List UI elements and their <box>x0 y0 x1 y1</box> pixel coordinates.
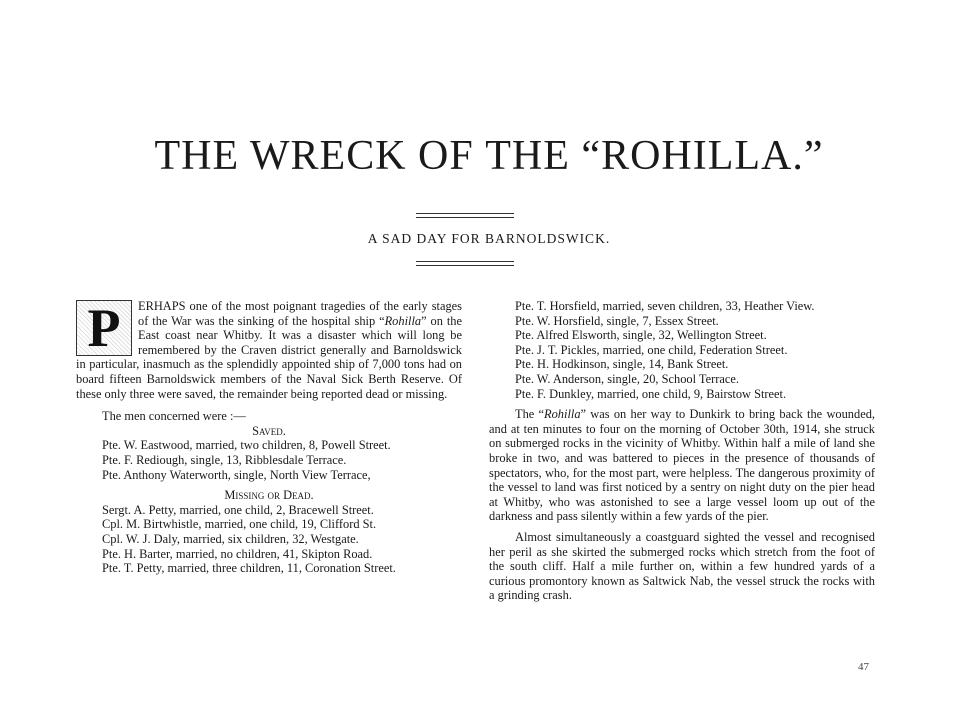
title-word-rest: RECK <box>290 133 407 179</box>
title-initial: W <box>249 133 291 179</box>
men-concerned-line: The men concerned were :— <box>102 409 246 424</box>
left-column <box>76 299 462 576</box>
right-column <box>489 299 875 603</box>
list-item: Cpl. W. J. Daly, married, six children, 32, Westgate. <box>102 531 359 546</box>
list-item: Pte. H. Hodkinson, single, 14, Bank Street. <box>515 357 729 372</box>
saved-heading: Saved. <box>252 423 286 438</box>
list-item: Pte. T. Horsfield, married, seven children, 33, Heather View. <box>515 299 815 313</box>
paragraph-text: ” was on her way to Dunkirk to bring back the wounded, and at ten minutes to four on the morning of October 30th, 1914, she struck on submerged rocks in the vicinity of Whitby. Within half a mile of land she broke in two, and was battered to pieces in the presence of thousands of spectators, who, for the most part, were helpless. The dangerous proximity of the vessel to land was first noticed by a sentry on night duty on the pier head at Whitby, who was astonished to see a large vessel loom up out of the darkness and pass silently within a few yards of the pier. <box>489 407 875 524</box>
list-item: Sergt. A. Petty, married, one child, 2, Bracewell Street. <box>102 502 374 517</box>
page-number: 47 <box>858 661 869 673</box>
intro-text: ” on the East coast near Whitby. It was a disaster which will long be remembered by the Craven district generally and Barnoldswick in particular, inasmuch as the splendidly appointed ship of 7,000 tons had on board fifteen Barnoldswick members of the Naval Sick Berth Reserve. Of these only three were saved, the remainder being reported dead or missing. <box>76 313 462 401</box>
list-item: Pte. J. T. Pickles, married, one child, Federation Street. <box>515 342 788 357</box>
divider-rule <box>416 265 514 266</box>
list-item: Pte. W. Eastwood, married, two children, 8, Powell Street. <box>102 438 391 453</box>
list-item: Pte. F. Rediough, single, 13, Ribblesdale Terrace. <box>102 452 347 467</box>
paragraph-text: The “ <box>515 407 545 422</box>
list-item: Pte. H. Barter, married, no children, 41, Skipton Road. <box>102 546 373 561</box>
divider-rule <box>416 213 514 214</box>
page-title <box>0 132 978 180</box>
title-word: OF <box>418 133 474 179</box>
list-item: Pte. W. Horsfield, single, 7, Essex Street. <box>515 313 719 328</box>
divider-rule <box>416 261 514 262</box>
intro-text: one of the most poignant tragedies of the early stages of the War was the sinking of the hospital ship “ <box>138 299 462 328</box>
intro-lead-word: ERHAPS <box>138 299 186 313</box>
list-item: Pte. T. Petty, married, three children, 11, Coronation Street. <box>102 561 396 576</box>
list-item: Pte. W. Anderson, single, 20, School Terrace. <box>515 371 739 386</box>
list-item: Pte. F. Dunkley, married, one child, 9, Bairstow Street. <box>515 386 787 401</box>
dropcap-letter: P <box>77 301 131 355</box>
list-item: Pte. Alfred Elsworth, single, 32, Wellington Street. <box>515 328 767 343</box>
body-paragraph <box>489 407 875 524</box>
title-initial: R <box>601 133 631 179</box>
title-initial: T <box>154 133 182 179</box>
ornamental-dropcap <box>76 300 132 356</box>
divider-rule <box>416 217 514 218</box>
missing-heading: Missing or Dead. <box>224 488 314 503</box>
body-paragraph: Almost simultaneously a coastguard sighted the vessel and recognised her peril as she skirted the submerged rocks which stretch from the foot of the south cliff. Half a mile further on, within a few hundred yards of a curious promontory known as Saltwick Nab, the vessel struck the rocks with a grinding crash. <box>489 529 875 603</box>
intro-paragraph <box>76 299 462 401</box>
title-quote: “ <box>581 133 602 179</box>
subtitle: A SAD DAY FOR BARNOLDSWICK. <box>367 231 611 246</box>
list-item: Cpl. M. Birtwhistle, married, one child, 19, Clifford St. <box>102 517 377 532</box>
ship-name: Rohilla <box>544 407 581 422</box>
title-word-rest: HE <box>181 133 240 179</box>
title-word: THE <box>485 133 570 179</box>
title-word-rest: OHILLA.” <box>630 133 824 179</box>
list-item: Pte. Anthony Waterworth, single, North View Terrace, <box>102 467 371 482</box>
ship-name: Rohilla <box>384 313 422 328</box>
